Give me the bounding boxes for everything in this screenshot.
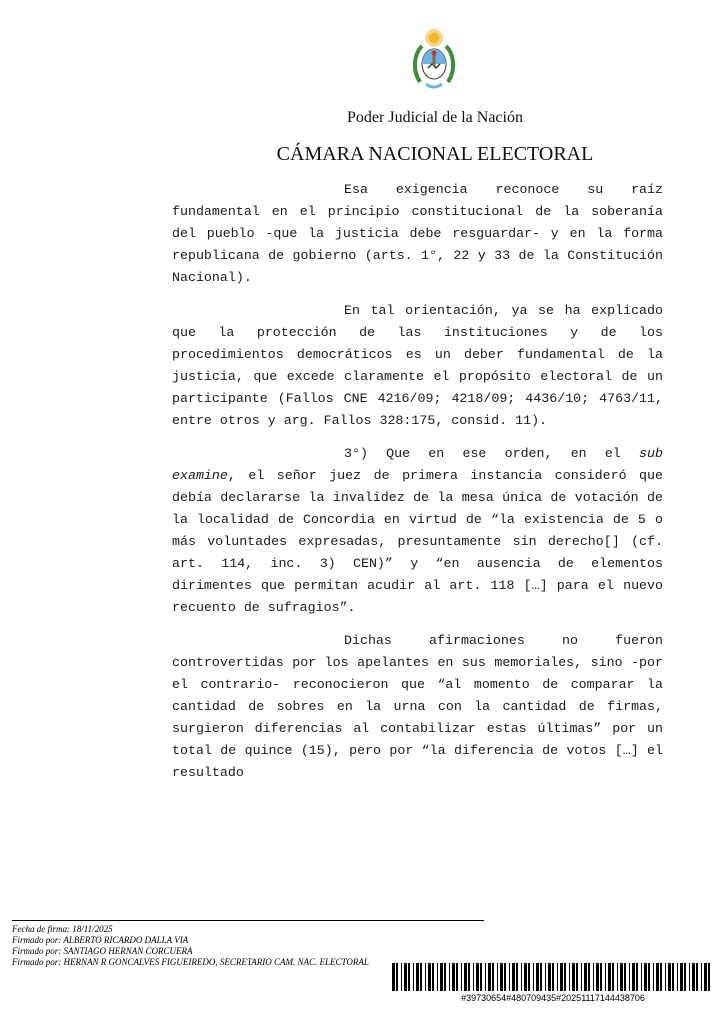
barcode-bar bbox=[456, 963, 458, 991]
barcode-bar bbox=[701, 963, 702, 991]
barcode-bar bbox=[696, 963, 698, 991]
barcode-bar bbox=[408, 963, 410, 991]
barcode-bar bbox=[404, 963, 407, 991]
barcode-bar bbox=[624, 963, 626, 991]
barcode-bar bbox=[704, 963, 707, 991]
barcode-bar bbox=[588, 963, 590, 991]
paragraph bbox=[172, 300, 663, 432]
barcode-bar bbox=[488, 963, 491, 991]
italic-text: sub examine bbox=[172, 446, 663, 483]
barcode-bar bbox=[560, 963, 563, 991]
barcode-bar bbox=[420, 963, 422, 991]
barcode-bar bbox=[668, 963, 671, 991]
barcode-bar bbox=[512, 963, 515, 991]
barcode-bar bbox=[593, 963, 594, 991]
barcode-bar bbox=[612, 963, 614, 991]
barcode-bar bbox=[680, 963, 683, 991]
barcode-bar bbox=[644, 963, 647, 991]
barcode-bar bbox=[500, 963, 503, 991]
barcode-bar bbox=[396, 963, 398, 991]
barcode-bar bbox=[617, 963, 618, 991]
barcode-bar bbox=[461, 963, 462, 991]
barcode-bar bbox=[533, 963, 534, 991]
barcode-bar bbox=[596, 963, 599, 991]
paragraph-text: 3°) Que en ese orden, en el bbox=[344, 446, 640, 461]
barcode-bar bbox=[641, 963, 642, 991]
barcode-bar bbox=[437, 963, 438, 991]
barcode-bar bbox=[524, 963, 527, 991]
barcode-bar bbox=[444, 963, 446, 991]
barcode-bar bbox=[708, 963, 710, 991]
paragraph-text: Esa exigencia reconoce su raíz fundamental en el principio constitucional de la soberanía del pueblo -que la justicia debe resguardar- y en la forma republicana de gobierno (arts. 1°, 22 y 33 de la Constitución Nacional). bbox=[172, 182, 663, 285]
barcode-bar bbox=[629, 963, 630, 991]
barcode-bar bbox=[689, 963, 690, 991]
barcode-bar bbox=[528, 963, 530, 991]
barcode-bar bbox=[416, 963, 419, 991]
barcode-bar bbox=[548, 963, 551, 991]
barcode-bar bbox=[432, 963, 434, 991]
paragraph bbox=[172, 443, 663, 619]
barcode-bar bbox=[552, 963, 554, 991]
barcode-bar bbox=[660, 963, 662, 991]
barcode-bar bbox=[428, 963, 431, 991]
court-name: CÁMARA NACIONAL ELECTORAL bbox=[276, 143, 594, 165]
barcode-bar bbox=[401, 963, 402, 991]
institution-name: Poder Judicial de la Nación bbox=[347, 109, 523, 126]
barcode-bar bbox=[692, 963, 695, 991]
barcode-bar bbox=[656, 963, 659, 991]
barcode-bar bbox=[672, 963, 674, 991]
barcode-bar bbox=[536, 963, 539, 991]
barcode-bar bbox=[620, 963, 623, 991]
sun-icon bbox=[425, 29, 443, 47]
barcode-bar bbox=[516, 963, 518, 991]
paragraph bbox=[172, 630, 663, 784]
barcode-bar bbox=[545, 963, 546, 991]
barcode-bar bbox=[653, 963, 654, 991]
footer-divider bbox=[12, 920, 484, 921]
barcode-bar bbox=[636, 963, 638, 991]
barcode-bar bbox=[677, 963, 678, 991]
barcode-bar bbox=[684, 963, 686, 991]
barcode-bar bbox=[485, 963, 486, 991]
barcode-bar bbox=[576, 963, 578, 991]
paragraph-text: , el señor juez de primera instancia consideró que debía declararse la invalidez de la mesa única de votación de la localidad de Concordia en virtud de “la existencia de 5 o más voluntades expresadas, presuntamente sin derecho[] (cf. art. 114, inc. 3) CEN)” y “en ausencia de elementos dirimentes que permitan acudir al art. 118 […] para el nuevo recuento de sufragios”. bbox=[172, 468, 663, 615]
barcode-bar bbox=[569, 963, 570, 991]
barcode-bar bbox=[413, 963, 414, 991]
barcode-bar bbox=[581, 963, 582, 991]
barcode-number: #39730654#480709435#20251117144438706 bbox=[461, 993, 645, 1003]
barcode-bar bbox=[557, 963, 558, 991]
coat-of-arms-icon bbox=[412, 24, 456, 94]
barcode-bar bbox=[480, 963, 482, 991]
barcode-bar bbox=[468, 963, 470, 991]
barcode-bar bbox=[452, 963, 455, 991]
barcode-bar bbox=[425, 963, 426, 991]
barcode-bar bbox=[521, 963, 522, 991]
barcode-bar bbox=[572, 963, 575, 991]
paragraph bbox=[172, 179, 663, 289]
barcode-bar bbox=[540, 963, 542, 991]
barcode-bar bbox=[665, 963, 666, 991]
barcode-bar bbox=[584, 963, 587, 991]
document-body bbox=[172, 179, 663, 795]
signer-line: Firmado por: ALBERTO RICARDO DALLA VIA bbox=[12, 935, 189, 945]
signer-line: Firmado por: HERNAN R GONCALVES FIGUEIREDO, SECRETARIO CAM. NAC. ELECTORAL bbox=[12, 957, 369, 967]
barcode-bar bbox=[648, 963, 650, 991]
signer-line: Firmado por: SANTIAGO HERNAN CORCUERA bbox=[12, 946, 193, 956]
barcode-bar bbox=[492, 963, 494, 991]
barcode-bar bbox=[392, 963, 395, 991]
barcode-bar bbox=[440, 963, 443, 991]
signature-date: Fecha de firma: 18/11/2025 bbox=[12, 924, 113, 934]
barcode-bar bbox=[608, 963, 611, 991]
barcode-bar bbox=[564, 963, 566, 991]
barcode-bar bbox=[449, 963, 450, 991]
barcode-bar bbox=[504, 963, 506, 991]
barcode-bar bbox=[600, 963, 602, 991]
barcode-bar bbox=[476, 963, 479, 991]
barcode-bar bbox=[605, 963, 606, 991]
barcode-bar bbox=[473, 963, 474, 991]
paragraph-text: Dichas afirmaciones no fueron controvertidas por los apelantes en sus memoriales, sino -por el contrario- reconocieron que “al momento de comparar la cantidad de sobres en la urna con la cantidad de firmas, surgieron diferencias al contabilizar estas últimas” por un total de quince (15), pero por “la diferencia de votos […] el resultado bbox=[172, 633, 663, 780]
paragraph-text: En tal orientación, ya se ha explicado que la protección de las instituciones y de los procedimientos democráticos es un deber fundamental de la justicia, que excede claramente el propósito electoral de un participante (Fallos CNE 4216/09; 4218/09; 4436/10; 4763/11, entre otros y arg. Fallos 328:175, consid. 11). bbox=[172, 303, 663, 428]
barcode-bar bbox=[632, 963, 635, 991]
barcode-bar bbox=[497, 963, 498, 991]
signature-block bbox=[12, 924, 369, 968]
barcode-bar bbox=[509, 963, 510, 991]
barcode-bar bbox=[464, 963, 467, 991]
barcode-icon bbox=[392, 963, 714, 991]
